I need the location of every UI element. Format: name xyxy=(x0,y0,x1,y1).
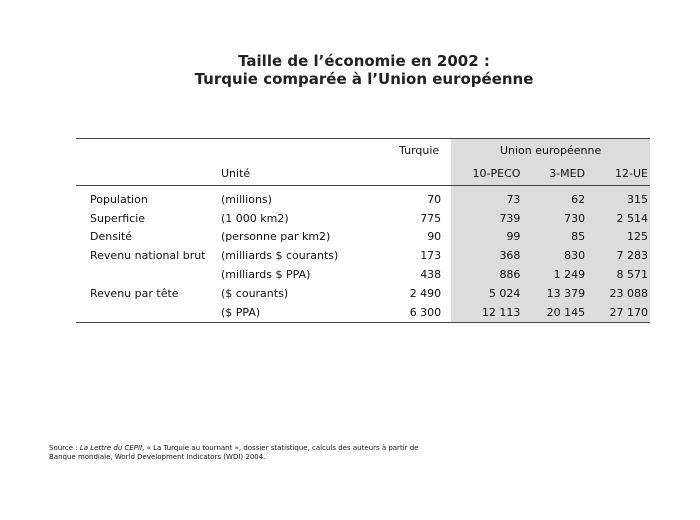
med-value: 20 145 xyxy=(520,303,585,322)
header-3-med: 3-MED xyxy=(520,162,585,186)
peco-value: 73 xyxy=(451,186,520,209)
header-turquie: Turquie xyxy=(372,139,451,163)
table-row xyxy=(76,284,650,303)
table-row xyxy=(76,228,650,247)
ue-value: 125 xyxy=(585,228,650,247)
row-unit: ($ courants) xyxy=(221,286,289,300)
row-label: Population xyxy=(90,192,148,206)
row-label xyxy=(76,303,221,322)
header-union-europeenne: Union européenne xyxy=(451,139,650,163)
row-unit: (1 000 km2) xyxy=(221,211,289,225)
peco-value: 886 xyxy=(451,265,520,284)
peco-value: 739 xyxy=(451,209,520,228)
header-unite: Unité xyxy=(221,162,372,186)
row-unit: ($ PPA) xyxy=(221,303,372,322)
ue-value: 27 170 xyxy=(585,303,650,322)
med-value: 730 xyxy=(520,209,585,228)
row-label: Revenu national brut xyxy=(90,249,206,263)
turquie-value: 70 xyxy=(427,192,442,206)
turquie-value: 6 300 xyxy=(372,303,451,322)
table-row xyxy=(76,303,650,322)
ue-value: 23 088 xyxy=(585,284,650,303)
row-label: Densité xyxy=(90,230,133,244)
peco-value: 5 024 xyxy=(451,284,520,303)
turquie-value: 90 xyxy=(427,230,442,244)
row-label: Superficie xyxy=(90,211,146,225)
header-12-ue: 12-UE xyxy=(585,162,650,186)
peco-value: 368 xyxy=(451,246,520,265)
turquie-value: 173 xyxy=(420,249,442,263)
source-publication: La Lettre du CEPII xyxy=(79,444,143,452)
source-note xyxy=(49,444,509,462)
table-row xyxy=(76,246,650,265)
page-title xyxy=(0,52,700,88)
turquie-value: 438 xyxy=(420,268,442,282)
row-unit: (millions) xyxy=(221,192,272,206)
title-line-2: Turquie comparée à l’Union européenne xyxy=(194,70,534,88)
table-row xyxy=(76,209,650,228)
header-row-2 xyxy=(76,162,650,186)
med-value: 830 xyxy=(520,246,585,265)
peco-value: 12 113 xyxy=(451,303,520,322)
row-unit: (personne par km2) xyxy=(221,230,331,244)
ue-value: 7 283 xyxy=(585,246,650,265)
med-value: 62 xyxy=(520,186,585,209)
header-10-peco: 10-PECO xyxy=(451,162,520,186)
source-text-line-2: Banque mondiale, World Development Indicators (WDI) 2004. xyxy=(49,453,266,461)
med-value: 85 xyxy=(520,228,585,247)
row-label: Revenu par tête xyxy=(90,286,179,300)
comparison-table xyxy=(76,138,650,323)
row-unit: (milliards $ courants) xyxy=(221,249,339,263)
turquie-value: 2 490 xyxy=(409,286,442,300)
row-label xyxy=(76,265,221,284)
med-value: 13 379 xyxy=(520,284,585,303)
title-line-1: Taille de l’économie en 2002 : xyxy=(238,52,490,70)
med-value: 1 249 xyxy=(520,265,585,284)
ue-value: 8 571 xyxy=(585,265,650,284)
turquie-value: 775 xyxy=(420,211,442,225)
ue-value: 315 xyxy=(585,186,650,209)
header-row-1 xyxy=(76,139,650,163)
source-prefix: Source : xyxy=(49,444,80,452)
ue-value: 2 514 xyxy=(585,209,650,228)
row-unit: (milliards $ PPA) xyxy=(221,268,311,282)
table-row xyxy=(76,265,650,284)
table-row xyxy=(76,186,650,209)
peco-value: 99 xyxy=(451,228,520,247)
source-text-line-1: , « La Turquie au tournant », dossier statistique, calculs des auteurs à partir de xyxy=(142,444,419,452)
